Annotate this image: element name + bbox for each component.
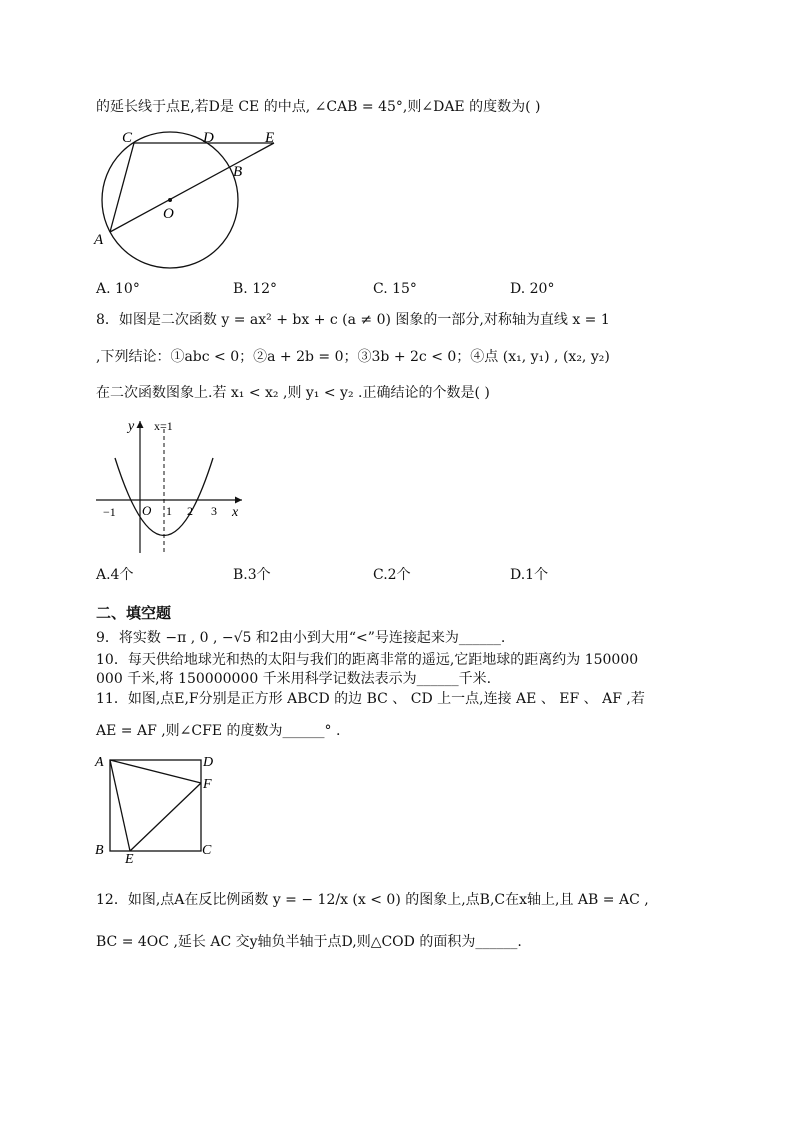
q11-label-F: F bbox=[203, 777, 212, 792]
q8-label-2: 2 bbox=[187, 504, 193, 518]
q11-line-2: AE = AF ,则∠CFE 的度数为______° . bbox=[96, 723, 341, 739]
q10-line-1: 10．每天供给地球光和热的太阳与我们的距离非常的遥远,它距地球的距离约为 150000 bbox=[96, 652, 639, 668]
q8-label-1: 1 bbox=[166, 504, 172, 518]
q8-option-c: C.2个 bbox=[373, 567, 411, 583]
q8-label-origin: O bbox=[142, 503, 152, 518]
q8-label-axis: x=1 bbox=[154, 419, 173, 433]
section-heading: 二、填空题 bbox=[96, 604, 172, 622]
q7-label-A: A bbox=[94, 232, 104, 248]
q7-label-E: E bbox=[265, 130, 275, 146]
q9-text: 9．将实数 −π , 0 , −√5 和2由小到大用“<”号连接起来为______. bbox=[96, 630, 506, 646]
q7-option-c: C. 15° bbox=[373, 281, 417, 297]
q11-label-A: A bbox=[95, 755, 104, 770]
q8-label-3: 3 bbox=[211, 504, 217, 518]
q7-option-d: D. 20° bbox=[510, 281, 555, 297]
q7-label-B: B bbox=[233, 164, 243, 180]
q7-stem: 的延长线于点E,若D是 CE 的中点, ∠CAB = 45°,则∠DAE 的度数为( ) bbox=[96, 99, 541, 115]
q7-label-C: C bbox=[122, 130, 133, 146]
q11-label-E: E bbox=[125, 852, 134, 864]
q8-option-d: D.1个 bbox=[510, 567, 549, 583]
q11-label-C: C bbox=[202, 843, 212, 858]
q10-line-2: 000 千米,将 150000000 千米用科学记数法表示为______千米. bbox=[96, 671, 492, 687]
q7-label-D: D bbox=[203, 130, 214, 146]
q8-option-a: A.4个 bbox=[96, 567, 134, 583]
q7-label-O: O bbox=[163, 206, 174, 222]
q8-label-minus1: −1 bbox=[103, 505, 116, 519]
q12-line-2: BC = 4OC ,延长 AC 交y轴负半轴于点D,则△COD 的面积为______. bbox=[96, 934, 522, 950]
q7-circle-figure bbox=[90, 126, 290, 276]
q8-option-b: B.3个 bbox=[233, 567, 271, 583]
q8-label-x: x bbox=[232, 505, 239, 520]
q11-square-figure bbox=[92, 752, 222, 864]
q7-option-b: B. 12° bbox=[233, 281, 278, 297]
q11-label-B: B bbox=[95, 843, 104, 858]
q12-line-1: 12．如图,点A在反比例函数 y = − 12/x (x < 0) 的图象上,点B,C在x轴上,且 AB = AC , bbox=[96, 892, 649, 908]
q8-line-2: ,下列结论：①abc < 0；②a + 2b = 0；③3b + 2c < 0；④点 (x₁, y₁) , (x₂, y₂) bbox=[96, 349, 610, 365]
q8-line-3: 在二次函数图象上.若 x₁ < x₂ ,则 y₁ < y₂ .正确结论的个数是( ) bbox=[96, 385, 490, 401]
q11-label-D: D bbox=[203, 755, 214, 770]
q7-option-a: A. 10° bbox=[96, 281, 140, 297]
q8-line-1: 8．如图是二次函数 y = ax² + bx + c (a ≠ 0) 图象的一部分,对称轴为直线 x = 1 bbox=[96, 312, 610, 328]
q8-label-y: y bbox=[128, 419, 135, 434]
q11-line-1: 11．如图,点E,F分别是正方形 ABCD 的边 BC 、 CD 上一点,连接 AE 、 EF 、 AF ,若 bbox=[96, 691, 645, 707]
q8-parabola-graph bbox=[94, 415, 264, 555]
